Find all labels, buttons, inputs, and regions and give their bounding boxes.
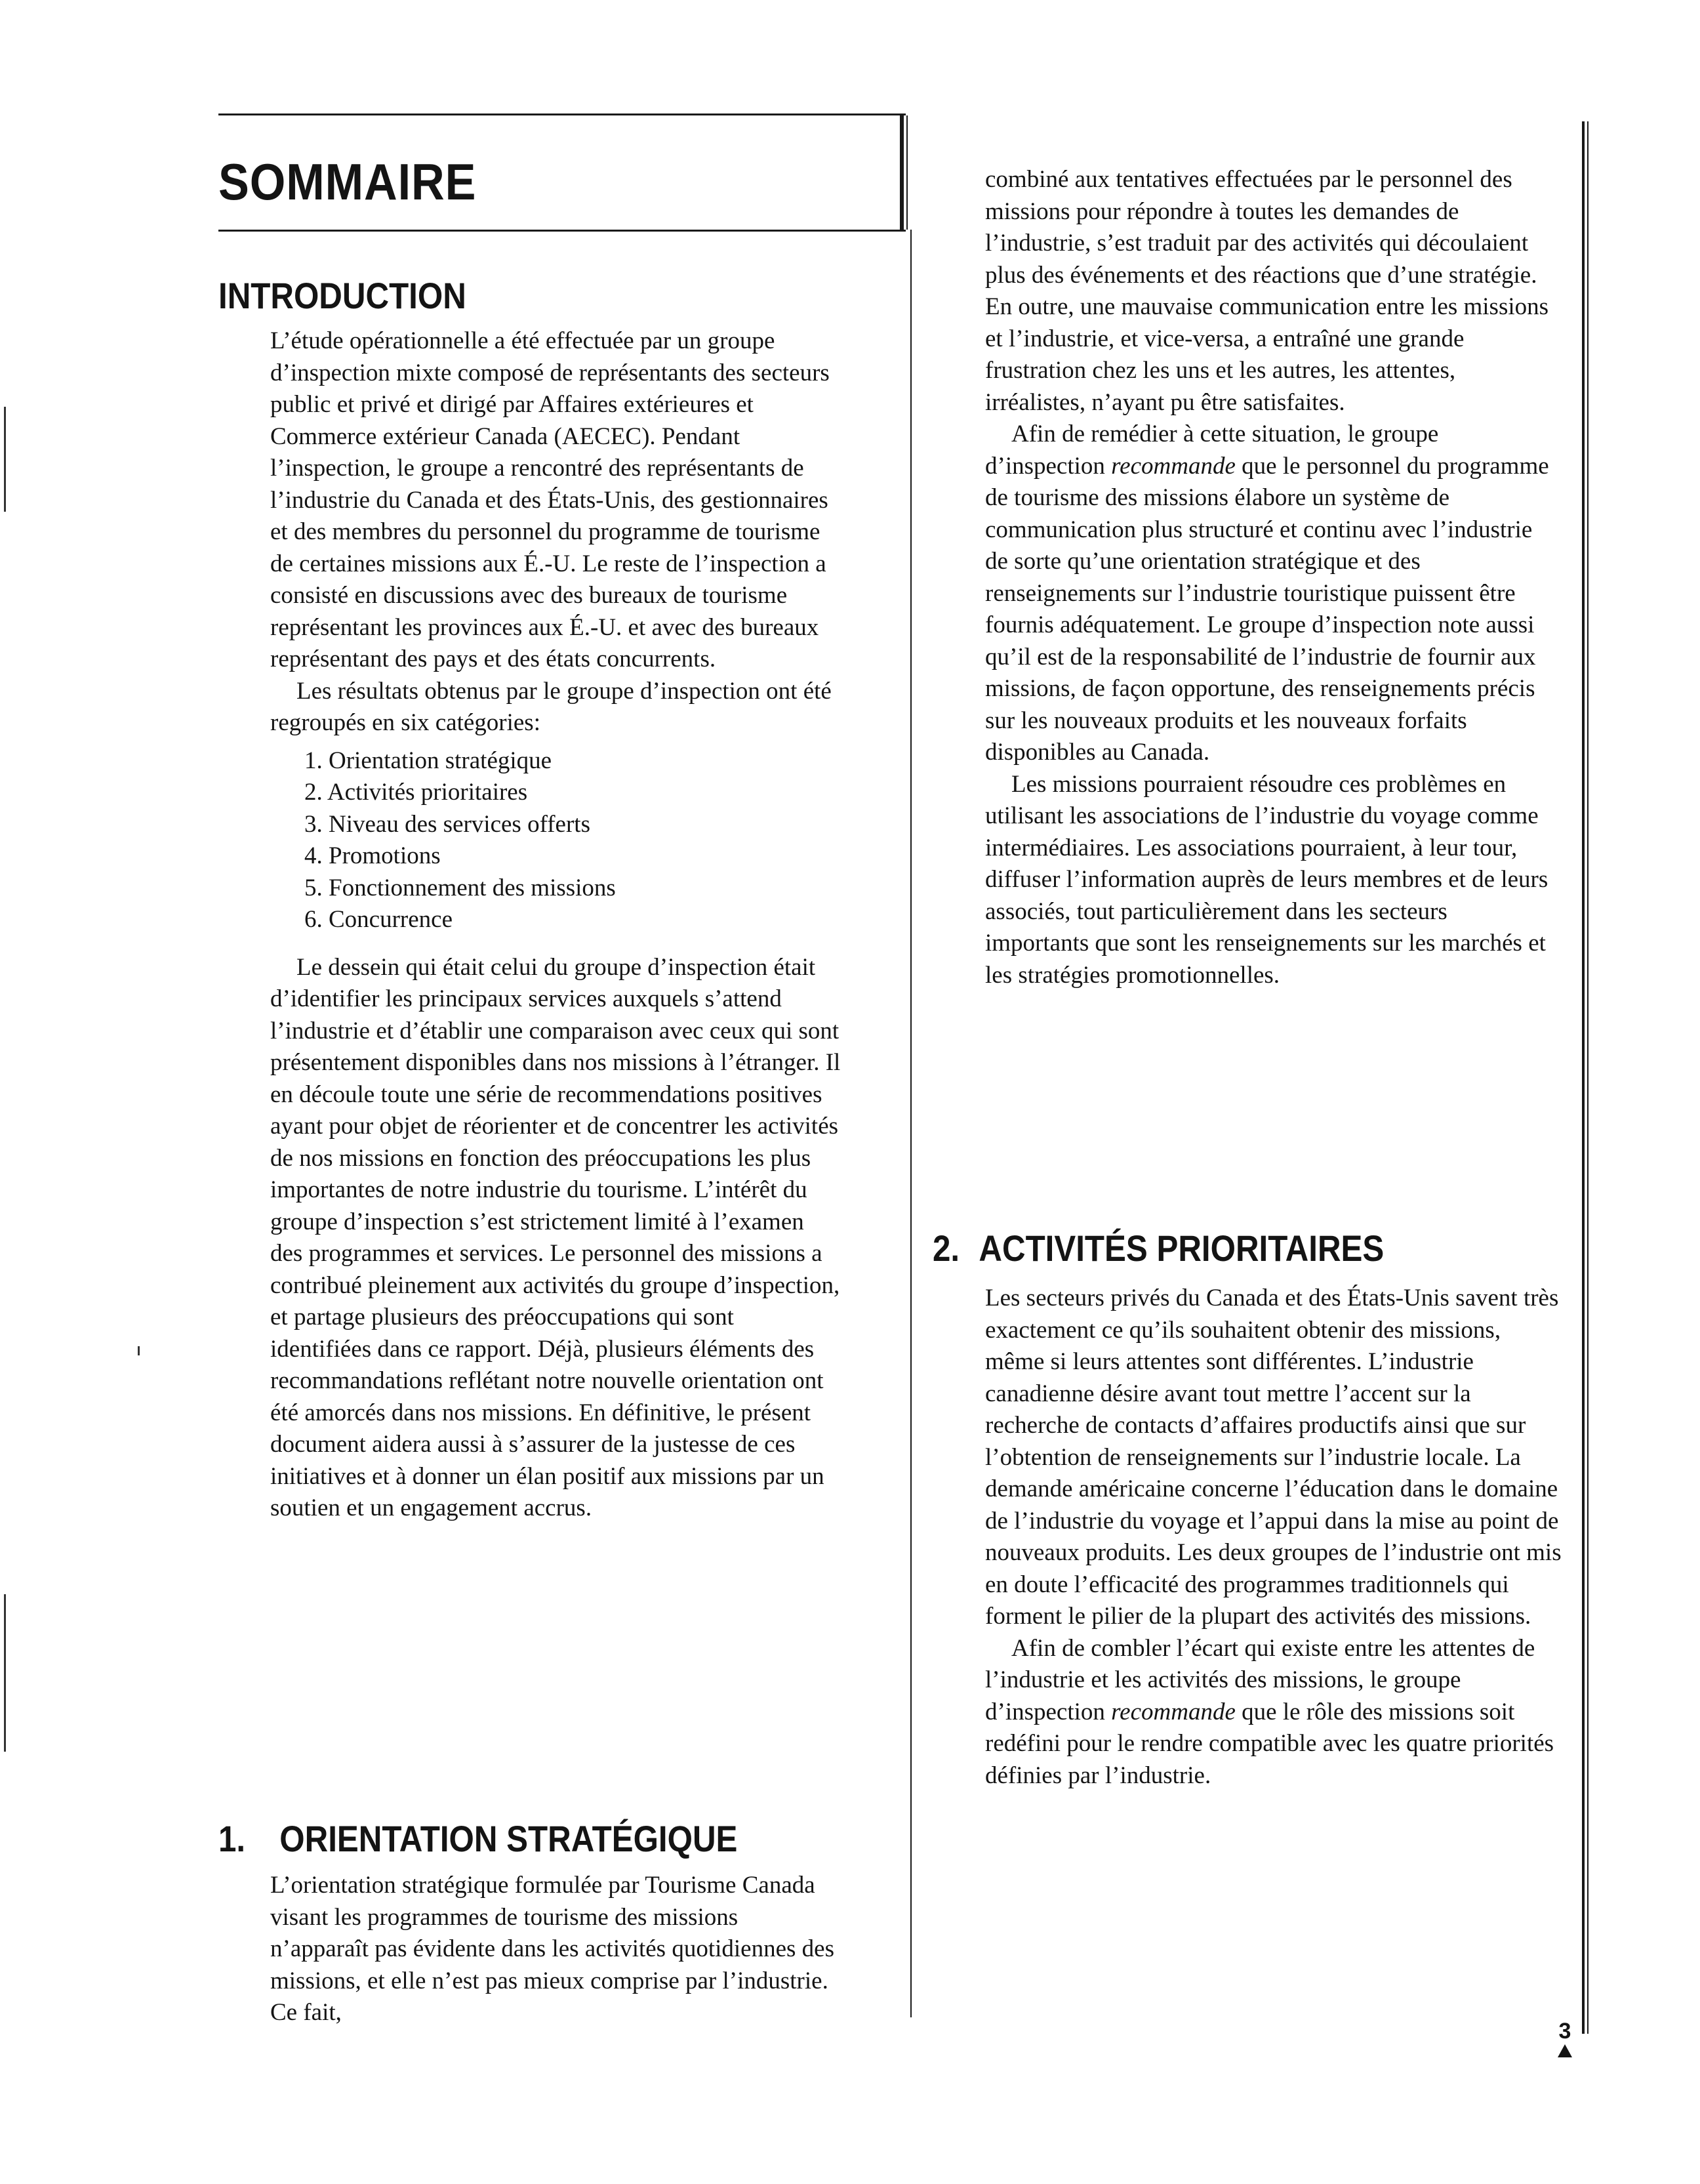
section-1-number: 1. bbox=[218, 1818, 246, 1859]
scan-mark bbox=[138, 1346, 140, 1355]
top-rule bbox=[218, 113, 906, 115]
category-item: 5. Fonctionnement des missions bbox=[304, 874, 616, 901]
column-divider bbox=[910, 230, 912, 2017]
category-item: 6. Concurrence bbox=[304, 906, 453, 933]
section-2-heading bbox=[933, 1227, 1384, 1269]
left-column-text bbox=[270, 325, 841, 1525]
right-margin-bar-b bbox=[1587, 121, 1589, 2034]
right-margin-bar-a bbox=[1582, 121, 1585, 2034]
section-1-paragraph-3: Les missions pourraient résoudre ces problèmes en utilisant les associations de l’industrie du voyage comme intermédiaires. Les associations pourraient, à leur tour, diffuser l’information auprès de leurs membres et de leurs associés, tout particulièrement dans les secteurs importants que sont les renseignements sur les marchés et les stratégies promotionnelles. bbox=[985, 770, 1548, 989]
introduction-paragraph-1: L’étude opérationnelle a été effectuée par un groupe d’inspection mixte composé de représentants des secteurs public et privé et dirigé par Affaires extérieures et Commerce extérieur Canada (AECEC). Pendant l’inspection, le groupe a rencontré des représentants de l’industrie du Canada et des États-Unis, des gestionnaires et des membres du personnel du programme de tourisme de certaines missions aux É.-U. Le reste de l’inspection a consisté en discussions avec des bureaux de tourisme représentant les provinces aux É.-U. et avec des bureaux représentant des pays et des états concurrents. bbox=[270, 327, 830, 672]
section-1-heading-text: ORIENTATION STRATÉGIQUE bbox=[279, 1818, 738, 1859]
category-item: 3. Niveau des services offerts bbox=[304, 810, 590, 838]
category-item: 4. Promotions bbox=[304, 842, 441, 869]
page-title: SOMMAIRE bbox=[218, 153, 477, 211]
scan-mark bbox=[4, 407, 6, 512]
scan-mark bbox=[4, 1594, 6, 1752]
categories-list bbox=[304, 745, 841, 936]
section-2-paragraph-2: Afin de combler l’écart qui existe entre les attentes de l’industrie et les activités des missions, le groupe d’inspection recommande que le rôle des missions soit redéfini pour le rendre compatible avec les quatre priorités définies par l’industrie. bbox=[985, 1634, 1554, 1789]
section-1-paragraph-1-continued: combiné aux tentatives effectuées par le personnel des missions pour répondre à toutes les demandes de l’industrie, s’est traduit par des activités qui découlaient plus des événements et des réactions que d’une stratégie. En outre, une mauvaise communication entre les missions et l’industrie, et vice-versa, a entraîné une grande frustration chez les uns et les autres, les attentes, irréalistes, n’ayant pu être satisfaites. bbox=[985, 166, 1549, 416]
recommande-emphasis: recommande bbox=[1111, 452, 1236, 480]
introduction-paragraph-2: Les résultats obtenus par le groupe d’inspection ont été regroupés en six catégories: bbox=[270, 677, 832, 736]
category-item: 2. Activités prioritaires bbox=[304, 779, 528, 806]
recommande-emphasis: recommande bbox=[1111, 1698, 1236, 1725]
section-2-paragraph-1: Les secteurs privés du Canada et des États-Unis savent très exactement ce qu’ils souhaitent obtenir des missions, même si leurs attentes sont différentes. L’industrie canadienne désire avant tout mettre l’accent sur la recherche de contacts d’affaires productifs ainsi que sur l’obtention de renseignements sur l’industrie locale. La demande américaine concerne l’éducation dans le domaine de l’industrie du voyage et l’appui dans la mise au point de nouveaux produits. Les deux groupes de l’industrie ont mis en doute l’efficacité des programmes traditionnels qui forment le pilier de la plupart des activités des missions. bbox=[985, 1285, 1562, 1630]
section-1-paragraph-2: Afin de remédier à cette situation, le groupe d’inspection recommande que le personnel du programme de tourisme des missions élabore un système de communication plus structuré et continu avec l’industrie de sorte qu’une orientation stratégique et des renseignements sur l’industrie touristique puissent être fournis adéquatement. Le groupe d’inspection note aussi qu’il est de la responsabilité de l’industrie de fournir aux missions, de façon opportune, des renseignements précis sur les nouveaux produits et les nouveaux forfaits disponibles au Canada. bbox=[985, 421, 1549, 766]
page-number bbox=[1558, 2019, 1572, 2057]
right-column-text bbox=[985, 164, 1556, 991]
section-1-heading bbox=[218, 1817, 737, 1860]
introduction-heading-text: INTRODUCTION bbox=[218, 275, 466, 316]
page-number-text: 3 bbox=[1558, 2019, 1571, 2044]
triangle-icon bbox=[1558, 2044, 1572, 2057]
column-divider-thick bbox=[900, 115, 904, 230]
section-2-text bbox=[985, 1283, 1562, 1792]
column-divider-thin bbox=[906, 115, 908, 230]
section-1-paragraph-1: L’orientation stratégique formulée par Tourisme Canada visant les programmes de tourisme des missions n’apparaît pas évidente dans les activités quotidiennes des missions, et elle n’est pas mieux comprise par l’industrie. Ce fait, bbox=[270, 1872, 834, 2026]
title-underline bbox=[218, 230, 906, 232]
section-1-start-text bbox=[270, 1870, 841, 2029]
introduction-paragraph-3: Le dessein qui était celui du groupe d’inspection était d’identifier les principaux services auxquels s’attend l’industrie et d’établir une comparaison avec ceux qui sont présentement disponibles dans nos missions à l’étranger. Il en découle toute une série de recommendations positives ayant pour objet de réorienter et de concentrer les activités de nos missions en fonction des préoccupations les plus importantes de notre industrie du tourisme. L’intérêt du groupe d’inspection s’est strictement limité à l’examen des programmes et services. Le personnel des missions a contribué pleinement aux activités du groupe d’inspection, et partage plusieurs des préoccupations qui sont identifiées dans ce rapport. Déjà, plusieurs éléments des recommandations reflétant notre nouvelle orientation ont été amorcés dans nos missions. En définitive, le présent document aidera aussi à s’assurer de la justesse de ces initiatives et à donner un élan positif aux missions par un soutien et un engagement accrus. bbox=[270, 953, 841, 1521]
section-2-number: 2. bbox=[933, 1227, 960, 1269]
category-item: 1. Orientation stratégique bbox=[304, 747, 552, 774]
introduction-heading bbox=[218, 274, 466, 317]
section-2-heading-text: ACTIVITÉS PRIORITAIRES bbox=[979, 1227, 1385, 1269]
